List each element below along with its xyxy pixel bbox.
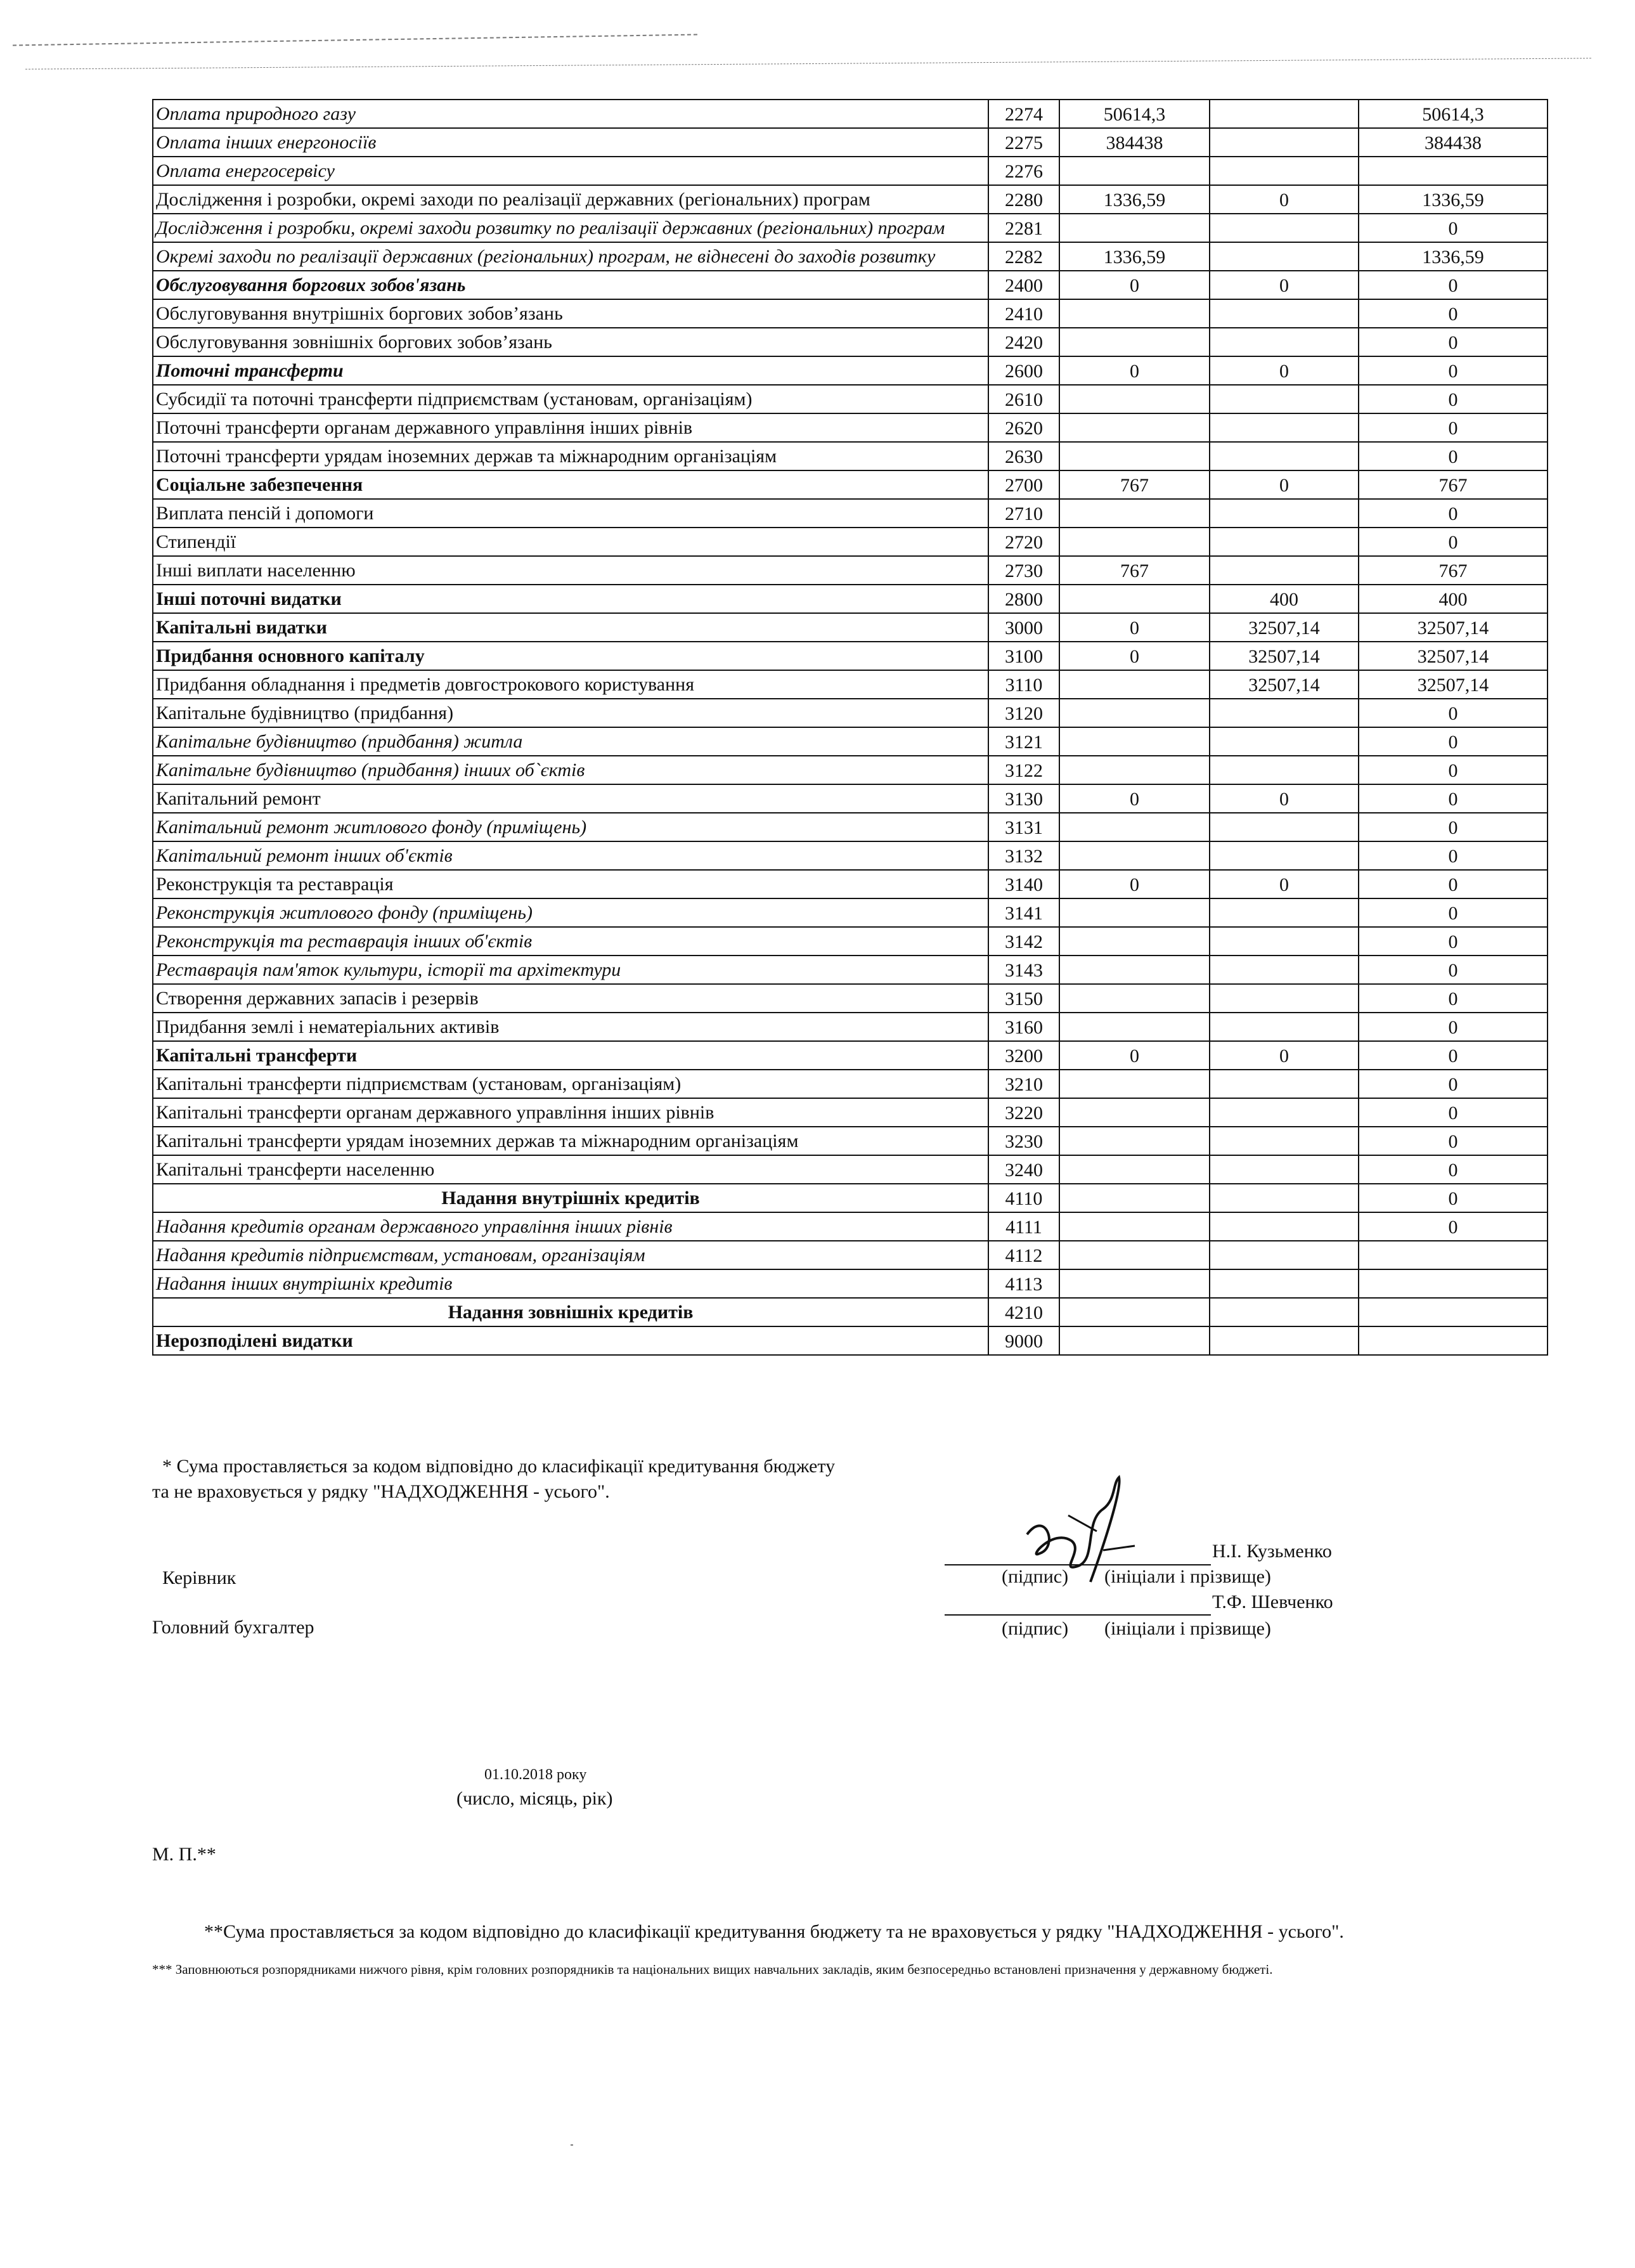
- row-value-2-cell: [1210, 1326, 1359, 1355]
- row-value-1-cell: [1059, 442, 1210, 470]
- row-total-cell: [1359, 157, 1548, 185]
- row-value-1-cell: [1059, 1127, 1210, 1155]
- row-value-2-cell: [1210, 841, 1359, 870]
- row-value-1-cell: [1059, 699, 1210, 727]
- row-value-2-cell: [1210, 1013, 1359, 1041]
- row-name-cell: Придбання основного капіталу: [153, 642, 988, 670]
- row-value-1-cell: [1059, 1298, 1210, 1326]
- scan-artifact-mark: [571, 2144, 573, 2146]
- row-name-cell: Капітальний ремонт: [153, 784, 988, 813]
- footnote-3: *** Заповнюються розпорядниками нижчого рівня, крім головних розпорядників та національних вищих навчальних закладів, яким безпосередньо встановлені призначення у державному бюджеті.: [152, 1962, 1273, 1977]
- table-row: [153, 1269, 1548, 1298]
- row-name-cell: Виплата пенсій і допомоги: [153, 499, 988, 528]
- table-row: [153, 756, 1548, 784]
- row-total-cell: 0: [1359, 1212, 1548, 1241]
- row-value-1-cell: 0: [1059, 870, 1210, 898]
- row-total-cell: 0: [1359, 528, 1548, 556]
- row-value-2-cell: [1210, 1184, 1359, 1212]
- row-name-cell: Окремі заходи по реалізації державних (регіональних) програм, не віднесені до заходів розвитку: [153, 242, 988, 271]
- row-name-cell: Надання кредитів органам державного управління інших рівнів: [153, 1212, 988, 1241]
- row-code-cell: 2280: [988, 185, 1059, 214]
- row-total-cell: 0: [1359, 1155, 1548, 1184]
- row-code-cell: 2274: [988, 100, 1059, 128]
- row-value-1-cell: [1059, 670, 1210, 699]
- row-value-1-cell: [1059, 1070, 1210, 1098]
- accountant-label: Головний бухгалтер: [152, 1617, 314, 1638]
- row-name-cell: Надання внутрішніх кредитів: [153, 1184, 988, 1212]
- row-value-1-cell: [1059, 1098, 1210, 1127]
- row-total-cell: 0: [1359, 813, 1548, 841]
- row-value-2-cell: [1210, 1098, 1359, 1127]
- row-name-cell: Поточні трансферти: [153, 356, 988, 385]
- row-name-cell: Створення державних запасів і резервів: [153, 984, 988, 1013]
- row-name-cell: Інші виплати населенню: [153, 556, 988, 585]
- row-value-2-cell: 0: [1210, 356, 1359, 385]
- row-total-cell: [1359, 1269, 1548, 1298]
- row-value-1-cell: [1059, 956, 1210, 984]
- scan-artifact-line: [25, 58, 1591, 69]
- row-name-cell: Капітальні видатки: [153, 613, 988, 642]
- table-row: [153, 271, 1548, 299]
- accountant-signature-line: [945, 1614, 1211, 1616]
- table-row: [153, 413, 1548, 442]
- row-value-2-cell: [1210, 1241, 1359, 1269]
- row-value-1-cell: 50614,3: [1059, 100, 1210, 128]
- row-value-1-cell: 0: [1059, 271, 1210, 299]
- row-value-1-cell: 1336,59: [1059, 242, 1210, 271]
- date-caption: (число, місяць, рік): [456, 1788, 613, 1809]
- row-code-cell: 2420: [988, 328, 1059, 356]
- head-sign-caption: (підпис): [1002, 1566, 1069, 1587]
- row-code-cell: 3143: [988, 956, 1059, 984]
- row-code-cell: 2720: [988, 528, 1059, 556]
- table-row: [153, 898, 1548, 927]
- row-total-cell: 0: [1359, 1013, 1548, 1041]
- row-total-cell: 50614,3: [1359, 100, 1548, 128]
- row-name-cell: Придбання землі і нематеріальних активів: [153, 1013, 988, 1041]
- row-code-cell: 2800: [988, 585, 1059, 613]
- row-value-2-cell: 0: [1210, 784, 1359, 813]
- table-body: [153, 100, 1548, 1355]
- table-row: [153, 556, 1548, 585]
- row-value-2-cell: [1210, 898, 1359, 927]
- row-value-1-cell: [1059, 528, 1210, 556]
- row-value-1-cell: [1059, 1155, 1210, 1184]
- table-row: [153, 870, 1548, 898]
- row-total-cell: 0: [1359, 784, 1548, 813]
- row-total-cell: 0: [1359, 1184, 1548, 1212]
- row-name-cell: Капітальне будівництво (придбання) житла: [153, 727, 988, 756]
- row-total-cell: 0: [1359, 1127, 1548, 1155]
- row-code-cell: 9000: [988, 1326, 1059, 1355]
- row-code-cell: 2282: [988, 242, 1059, 271]
- row-name-cell: Поточні трансферти урядам іноземних держав та міжнародним організаціям: [153, 442, 988, 470]
- row-value-2-cell: [1210, 242, 1359, 271]
- row-code-cell: 3240: [988, 1155, 1059, 1184]
- row-code-cell: 3142: [988, 927, 1059, 956]
- row-code-cell: 2276: [988, 157, 1059, 185]
- row-total-cell: 0: [1359, 841, 1548, 870]
- row-name-cell: Дослідження і розробки, окремі заходи розвитку по реалізації державних (регіональних) програм: [153, 214, 988, 242]
- row-value-1-cell: [1059, 385, 1210, 413]
- row-value-1-cell: [1059, 299, 1210, 328]
- table-row: [153, 670, 1548, 699]
- row-total-cell: 0: [1359, 956, 1548, 984]
- table-row: [153, 956, 1548, 984]
- row-code-cell: 3230: [988, 1127, 1059, 1155]
- row-code-cell: 3110: [988, 670, 1059, 699]
- row-value-1-cell: [1059, 1326, 1210, 1355]
- footnote-1-line-2: та не враховується у рядку "НАДХОДЖЕННЯ - усього".: [152, 1481, 610, 1502]
- row-code-cell: 2700: [988, 470, 1059, 499]
- row-value-1-cell: [1059, 214, 1210, 242]
- row-value-2-cell: [1210, 1155, 1359, 1184]
- row-name-cell: Надання зовнішніх кредитів: [153, 1298, 988, 1326]
- row-value-2-cell: [1210, 984, 1359, 1013]
- row-name-cell: Оплата природного газу: [153, 100, 988, 128]
- row-value-1-cell: 0: [1059, 1041, 1210, 1070]
- table-row: [153, 1070, 1548, 1098]
- table-row: [153, 328, 1548, 356]
- row-name-cell: Капітальні трансферти: [153, 1041, 988, 1070]
- row-value-1-cell: 0: [1059, 356, 1210, 385]
- row-total-cell: 0: [1359, 214, 1548, 242]
- row-value-1-cell: [1059, 1212, 1210, 1241]
- row-value-1-cell: [1059, 328, 1210, 356]
- row-total-cell: 0: [1359, 1098, 1548, 1127]
- row-name-cell: Оплата енергосервісу: [153, 157, 988, 185]
- table-row: [153, 699, 1548, 727]
- row-value-2-cell: [1210, 385, 1359, 413]
- row-value-2-cell: [1210, 1127, 1359, 1155]
- head-signature-line: [945, 1564, 1211, 1565]
- row-value-1-cell: 384438: [1059, 128, 1210, 157]
- table-row: [153, 585, 1548, 613]
- row-code-cell: 2620: [988, 413, 1059, 442]
- row-value-1-cell: 1336,59: [1059, 185, 1210, 214]
- row-code-cell: 2400: [988, 271, 1059, 299]
- row-name-cell: Капітальний ремонт інших об'єктів: [153, 841, 988, 870]
- row-code-cell: 4210: [988, 1298, 1059, 1326]
- row-total-cell: 767: [1359, 556, 1548, 585]
- row-value-2-cell: [1210, 299, 1359, 328]
- row-code-cell: 3160: [988, 1013, 1059, 1041]
- row-value-2-cell: [1210, 214, 1359, 242]
- row-code-cell: 2410: [988, 299, 1059, 328]
- table-row: [153, 784, 1548, 813]
- row-value-2-cell: [1210, 699, 1359, 727]
- row-name-cell: Нерозподілені видатки: [153, 1326, 988, 1355]
- row-code-cell: 3120: [988, 699, 1059, 727]
- row-value-2-cell: [1210, 927, 1359, 956]
- row-code-cell: 2610: [988, 385, 1059, 413]
- row-total-cell: [1359, 1298, 1548, 1326]
- accountant-name-caption: (ініціали і прізвище): [1104, 1618, 1271, 1639]
- table-row: [153, 813, 1548, 841]
- row-name-cell: Дослідження і розробки, окремі заходи по реалізації державних (регіональних) програм: [153, 185, 988, 214]
- row-code-cell: 2710: [988, 499, 1059, 528]
- row-name-cell: Капітальне будівництво (придбання) інших об`єктів: [153, 756, 988, 784]
- row-total-cell: 0: [1359, 727, 1548, 756]
- table-row: [153, 1127, 1548, 1155]
- table-row: [153, 299, 1548, 328]
- row-code-cell: 4110: [988, 1184, 1059, 1212]
- row-value-2-cell: [1210, 413, 1359, 442]
- row-value-1-cell: [1059, 1269, 1210, 1298]
- row-total-cell: 0: [1359, 271, 1548, 299]
- row-value-1-cell: [1059, 727, 1210, 756]
- row-value-1-cell: [1059, 499, 1210, 528]
- table-row: [153, 1298, 1548, 1326]
- row-code-cell: 3132: [988, 841, 1059, 870]
- row-value-1-cell: [1059, 898, 1210, 927]
- row-name-cell: Обслуговування боргових зобов'язань: [153, 271, 988, 299]
- row-value-1-cell: [1059, 1241, 1210, 1269]
- row-total-cell: 1336,59: [1359, 242, 1548, 271]
- row-value-2-cell: [1210, 1212, 1359, 1241]
- table-row: [153, 984, 1548, 1013]
- row-name-cell: Капітальні трансферти органам державного управління інших рівнів: [153, 1098, 988, 1127]
- row-total-cell: 32507,14: [1359, 613, 1548, 642]
- stamp-place: М. П.**: [152, 1844, 216, 1865]
- row-value-2-cell: [1210, 956, 1359, 984]
- table-row: [153, 185, 1548, 214]
- table-row: [153, 727, 1548, 756]
- row-code-cell: 4112: [988, 1241, 1059, 1269]
- row-total-cell: 0: [1359, 699, 1548, 727]
- row-code-cell: 3122: [988, 756, 1059, 784]
- row-value-1-cell: 0: [1059, 613, 1210, 642]
- row-total-cell: 0: [1359, 299, 1548, 328]
- row-value-2-cell: [1210, 328, 1359, 356]
- row-value-2-cell: 32507,14: [1210, 642, 1359, 670]
- row-value-1-cell: 767: [1059, 556, 1210, 585]
- table-row: [153, 841, 1548, 870]
- row-code-cell: 2275: [988, 128, 1059, 157]
- row-value-2-cell: 32507,14: [1210, 670, 1359, 699]
- row-name-cell: Капітальне будівництво (придбання): [153, 699, 988, 727]
- row-total-cell: 0: [1359, 356, 1548, 385]
- row-value-1-cell: [1059, 841, 1210, 870]
- row-value-2-cell: 0: [1210, 185, 1359, 214]
- expenditure-table: [152, 99, 1548, 1356]
- row-name-cell: Надання кредитів підприємствам, установам, організаціям: [153, 1241, 988, 1269]
- row-value-1-cell: [1059, 413, 1210, 442]
- row-value-2-cell: [1210, 1269, 1359, 1298]
- table-row: [153, 356, 1548, 385]
- row-code-cell: 3220: [988, 1098, 1059, 1127]
- head-label: Керівник: [162, 1567, 236, 1588]
- table-row: [153, 1041, 1548, 1070]
- table-row: [153, 1098, 1548, 1127]
- table-row: [153, 385, 1548, 413]
- row-name-cell: Субсидії та поточні трансферти підприємствам (установам, організаціям): [153, 385, 988, 413]
- row-name-cell: Інші поточні видатки: [153, 585, 988, 613]
- table-row: [153, 1155, 1548, 1184]
- row-name-cell: Капітальні трансферти підприємствам (установам, організаціям): [153, 1070, 988, 1098]
- table-row: [153, 242, 1548, 271]
- row-name-cell: Капітальні трансферти урядам іноземних держав та міжнародним організаціям: [153, 1127, 988, 1155]
- row-value-1-cell: [1059, 1013, 1210, 1041]
- row-name-cell: Поточні трансферти органам державного управління інших рівнів: [153, 413, 988, 442]
- row-total-cell: 384438: [1359, 128, 1548, 157]
- row-value-2-cell: [1210, 556, 1359, 585]
- row-name-cell: Обслуговування зовнішніх боргових зобов’язань: [153, 328, 988, 356]
- row-value-1-cell: 0: [1059, 642, 1210, 670]
- row-value-2-cell: 32507,14: [1210, 613, 1359, 642]
- row-total-cell: 0: [1359, 898, 1548, 927]
- table-row: [153, 613, 1548, 642]
- row-total-cell: [1359, 1326, 1548, 1355]
- table-row: [153, 442, 1548, 470]
- row-total-cell: 0: [1359, 927, 1548, 956]
- row-total-cell: 32507,14: [1359, 670, 1548, 699]
- row-value-2-cell: 0: [1210, 870, 1359, 898]
- row-name-cell: Стипендії: [153, 528, 988, 556]
- report-date: 01.10.2018 року: [484, 1766, 587, 1783]
- row-name-cell: Соціальне забезпечення: [153, 470, 988, 499]
- table-row: [153, 1184, 1548, 1212]
- head-name: Н.І. Кузьменко: [1212, 1541, 1332, 1562]
- accountant-name: Т.Ф. Шевченко: [1212, 1591, 1333, 1612]
- row-value-2-cell: [1210, 1070, 1359, 1098]
- row-value-2-cell: [1210, 1298, 1359, 1326]
- row-name-cell: Оплата інших енергоносіїв: [153, 128, 988, 157]
- table-row: [153, 528, 1548, 556]
- row-value-1-cell: [1059, 1184, 1210, 1212]
- row-code-cell: 3131: [988, 813, 1059, 841]
- footnote-1-line-1: * Сума проставляється за кодом відповідно до класифікації кредитування бюджету: [162, 1456, 836, 1477]
- table-row: [153, 470, 1548, 499]
- row-code-cell: 2600: [988, 356, 1059, 385]
- row-code-cell: 2730: [988, 556, 1059, 585]
- row-code-cell: 3000: [988, 613, 1059, 642]
- row-value-2-cell: 0: [1210, 1041, 1359, 1070]
- accountant-sign-caption: (підпис): [1002, 1618, 1069, 1639]
- row-name-cell: Надання інших внутрішніх кредитів: [153, 1269, 988, 1298]
- row-code-cell: 3200: [988, 1041, 1059, 1070]
- table-row: [153, 100, 1548, 128]
- row-value-1-cell: [1059, 984, 1210, 1013]
- row-value-2-cell: 0: [1210, 470, 1359, 499]
- row-value-1-cell: [1059, 813, 1210, 841]
- row-value-2-cell: 400: [1210, 585, 1359, 613]
- row-total-cell: 0: [1359, 442, 1548, 470]
- row-name-cell: Реконструкція та реставрація: [153, 870, 988, 898]
- row-name-cell: Придбання обладнання і предметів довгострокового користування: [153, 670, 988, 699]
- row-code-cell: 2281: [988, 214, 1059, 242]
- row-name-cell: Реконструкція та реставрація інших об'єктів: [153, 927, 988, 956]
- row-code-cell: 3140: [988, 870, 1059, 898]
- row-value-1-cell: [1059, 927, 1210, 956]
- row-total-cell: 0: [1359, 328, 1548, 356]
- row-value-2-cell: [1210, 157, 1359, 185]
- row-value-2-cell: [1210, 813, 1359, 841]
- row-total-cell: 1336,59: [1359, 185, 1548, 214]
- row-value-2-cell: [1210, 756, 1359, 784]
- row-code-cell: 3150: [988, 984, 1059, 1013]
- row-total-cell: 0: [1359, 499, 1548, 528]
- table-row: [153, 1212, 1548, 1241]
- row-total-cell: 0: [1359, 1070, 1548, 1098]
- footnote-2: **Сума проставляється за кодом відповідно до класифікації кредитування бюджету та не враховується у рядку "НАДХОДЖЕННЯ - усього".: [204, 1921, 1344, 1942]
- row-value-1-cell: 767: [1059, 470, 1210, 499]
- row-total-cell: 0: [1359, 413, 1548, 442]
- table-row: [153, 642, 1548, 670]
- row-value-1-cell: [1059, 157, 1210, 185]
- row-value-1-cell: [1059, 585, 1210, 613]
- table-row: [153, 1326, 1548, 1355]
- row-value-2-cell: [1210, 442, 1359, 470]
- row-total-cell: 400: [1359, 585, 1548, 613]
- row-code-cell: 2630: [988, 442, 1059, 470]
- row-total-cell: 32507,14: [1359, 642, 1548, 670]
- row-code-cell: 3141: [988, 898, 1059, 927]
- row-name-cell: Капітальний ремонт житлового фонду (приміщень): [153, 813, 988, 841]
- row-total-cell: 0: [1359, 870, 1548, 898]
- row-total-cell: 0: [1359, 756, 1548, 784]
- row-code-cell: 4113: [988, 1269, 1059, 1298]
- head-name-caption: (ініціали і прізвище): [1104, 1566, 1271, 1587]
- row-value-1-cell: 0: [1059, 784, 1210, 813]
- row-value-2-cell: 0: [1210, 271, 1359, 299]
- row-value-2-cell: [1210, 727, 1359, 756]
- row-code-cell: 3100: [988, 642, 1059, 670]
- table-row: [153, 499, 1548, 528]
- row-value-2-cell: [1210, 528, 1359, 556]
- row-name-cell: Обслуговування внутрішніх боргових зобов’язань: [153, 299, 988, 328]
- row-total-cell: 0: [1359, 1041, 1548, 1070]
- row-total-cell: [1359, 1241, 1548, 1269]
- row-value-2-cell: [1210, 499, 1359, 528]
- row-code-cell: 3130: [988, 784, 1059, 813]
- scan-artifact-line: [13, 34, 697, 46]
- row-value-1-cell: [1059, 756, 1210, 784]
- row-code-cell: 3210: [988, 1070, 1059, 1098]
- table-row: [153, 1013, 1548, 1041]
- row-total-cell: 767: [1359, 470, 1548, 499]
- row-total-cell: 0: [1359, 984, 1548, 1013]
- table-row: [153, 128, 1548, 157]
- row-value-2-cell: [1210, 128, 1359, 157]
- table-row: [153, 927, 1548, 956]
- row-value-2-cell: [1210, 100, 1359, 128]
- row-code-cell: 4111: [988, 1212, 1059, 1241]
- row-code-cell: 3121: [988, 727, 1059, 756]
- table-row: [153, 157, 1548, 185]
- row-name-cell: Реставрація пам'яток культури, історії та архітектури: [153, 956, 988, 984]
- table-row: [153, 1241, 1548, 1269]
- row-name-cell: Реконструкція житлового фонду (приміщень): [153, 898, 988, 927]
- row-name-cell: Капітальні трансферти населенню: [153, 1155, 988, 1184]
- table-row: [153, 214, 1548, 242]
- row-total-cell: 0: [1359, 385, 1548, 413]
